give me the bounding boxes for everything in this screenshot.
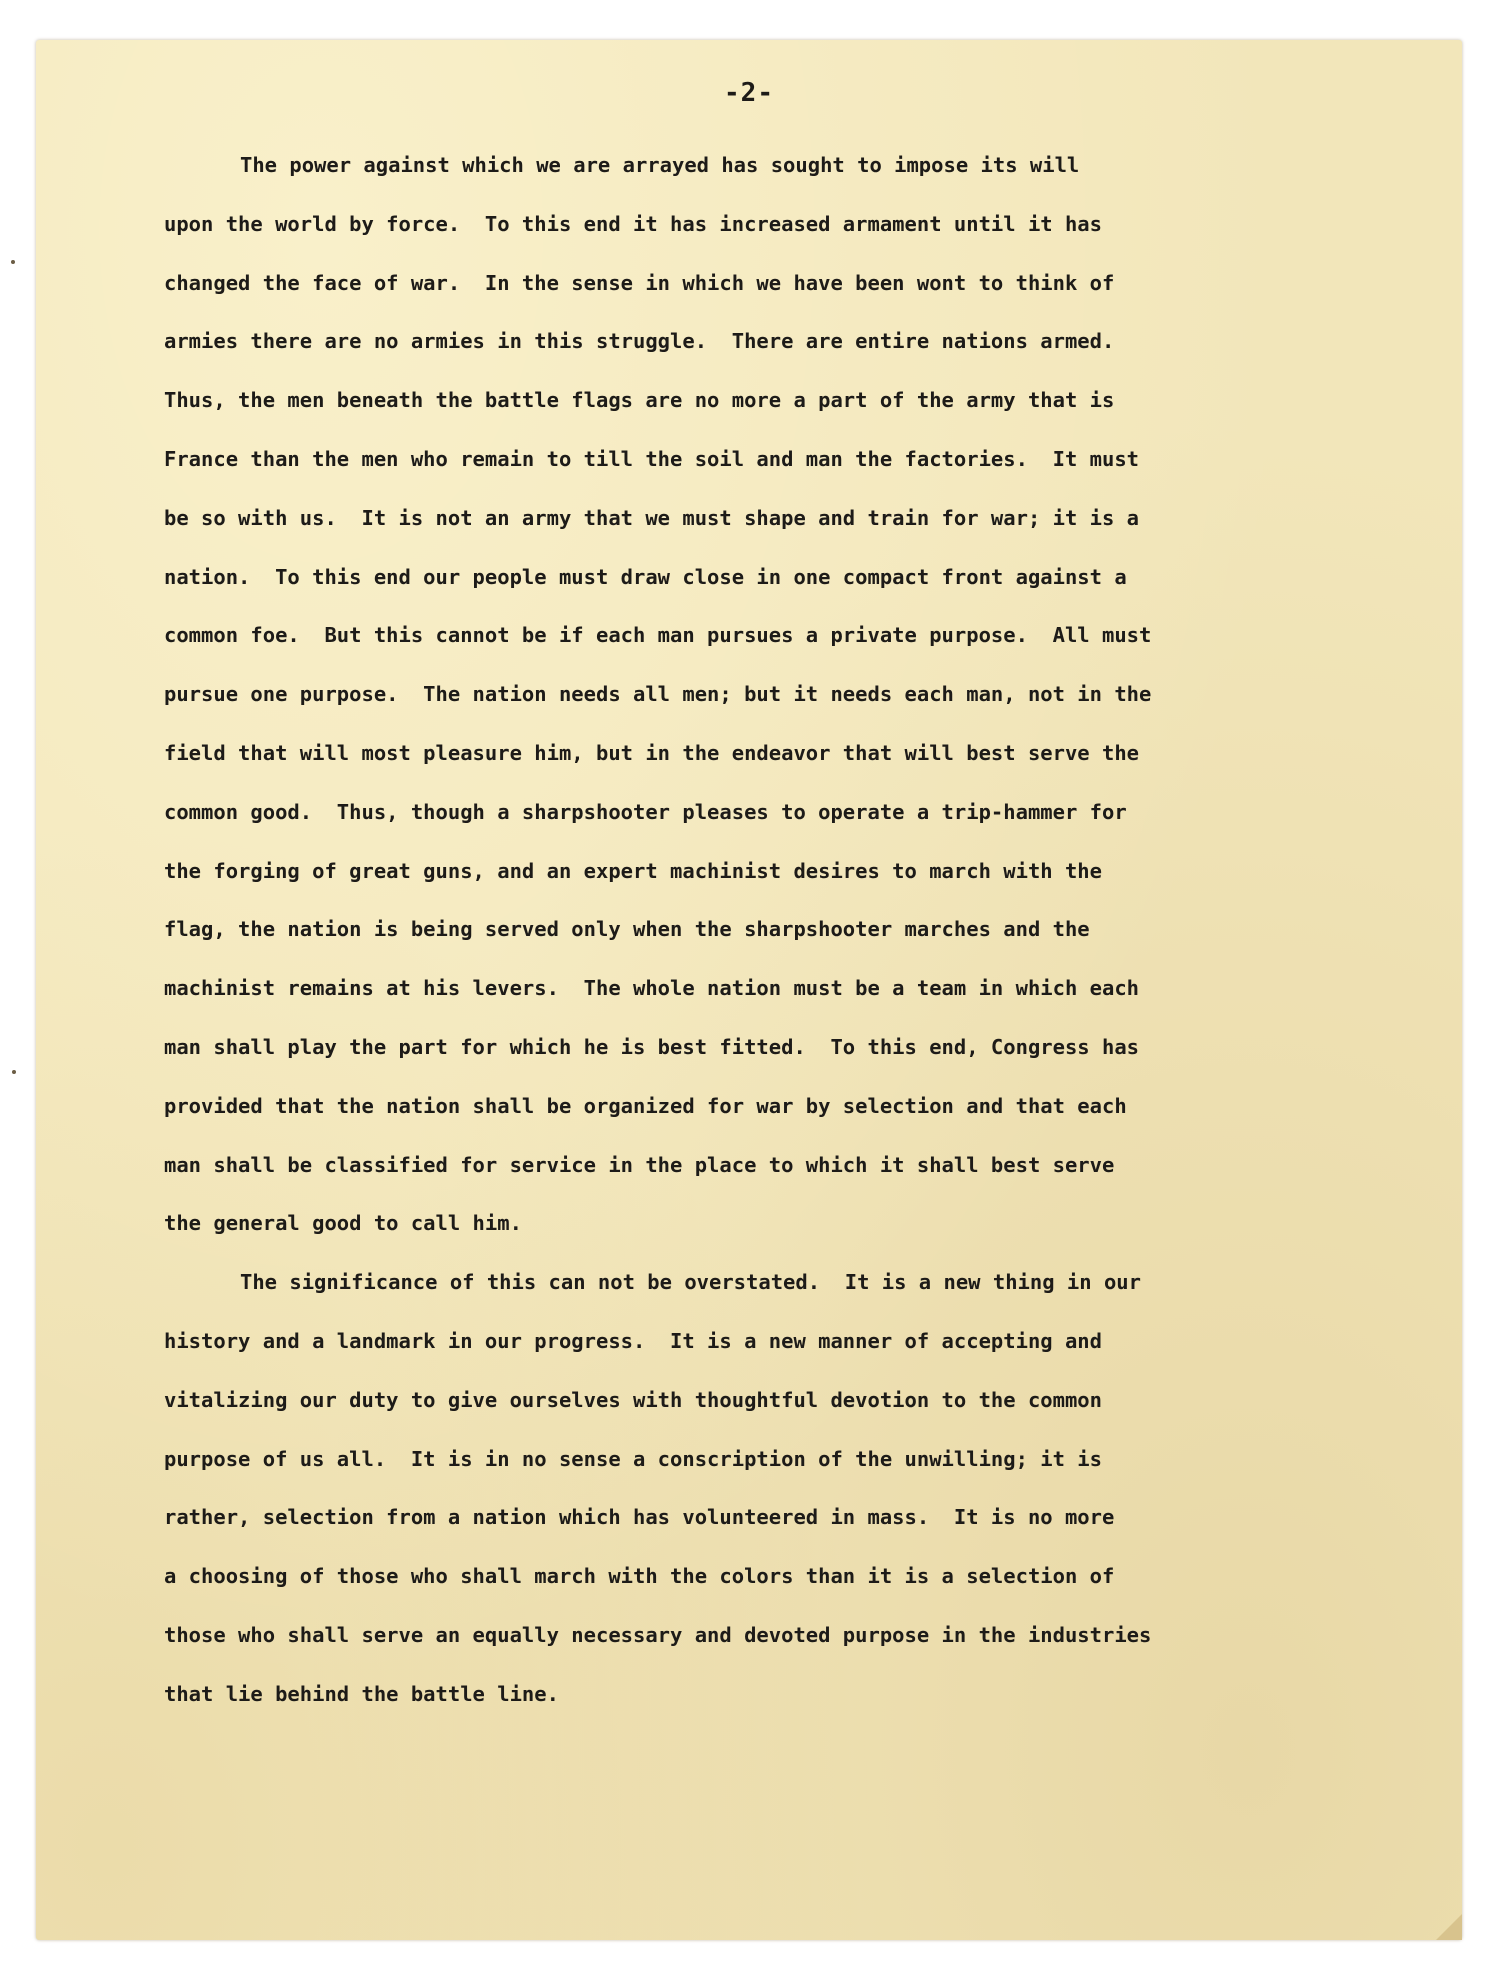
text-line: be so with us. It is not an army that we must shape and train for war; it is a <box>164 505 1140 530</box>
text-line: rather, selection from a nation which has volunteered in mass. It is no more <box>164 1505 1115 1530</box>
text-line: common foe. But this cannot be if each man pursues a private purpose. All must <box>164 623 1152 648</box>
text-line: man shall be classified for service in the place to which it shall best serve <box>164 1152 1115 1177</box>
text-line: field that will most pleasure him, but in the endeavor that will best serve the <box>164 740 1140 765</box>
corner-fold <box>1436 1914 1462 1940</box>
text-line: those who shall serve an equally necessary and devoted purpose in the industries <box>164 1622 1152 1647</box>
text-line: armies there are no armies in this struggle. There are entire nations armed. <box>164 329 1115 354</box>
text-line: the general good to call him. <box>164 1211 522 1236</box>
text-line: that lie behind the battle line. <box>164 1681 559 1706</box>
text-line: The significance of this can not be overstated. It is a new thing in our <box>240 1270 1141 1295</box>
text-line: France than the men who remain to till the soil and man the factories. It must <box>164 446 1140 471</box>
text-line: The power against which we are arrayed has sought to impose its will <box>240 153 1080 177</box>
paper-speck <box>12 1070 16 1074</box>
page-number: -2- <box>724 78 774 108</box>
text-line: flag, the nation is being served only when the sharpshooter marches and the <box>164 917 1090 942</box>
text-line: purpose of us all. It is in no sense a conscription of the unwilling; it is <box>164 1446 1102 1471</box>
text-line: machinist remains at his levers. The whole nation must be a team in which each <box>164 976 1140 1001</box>
text-line: a choosing of those who shall march with the colors than it is a selection of <box>164 1564 1115 1589</box>
text-line: pursue one purpose. The nation needs all men; but it needs each man, not in the <box>164 682 1152 707</box>
text-line: vitalizing our duty to give ourselves with thoughtful devotion to the common <box>164 1387 1102 1412</box>
text-line: provided that the nation shall be organized for war by selection and that each <box>164 1093 1127 1118</box>
paper-speck <box>11 260 15 264</box>
paragraph-2 <box>164 1253 1414 1723</box>
text-line: man shall play the part for which he is best fitted. To this end, Congress has <box>164 1034 1140 1059</box>
text-line: Thus, the men beneath the battle flags are no more a part of the army that is <box>164 388 1115 413</box>
text-line: changed the face of war. In the sense in which we have been wont to think of <box>164 270 1115 295</box>
paragraph-1 <box>164 136 1414 1253</box>
text-line: history and a landmark in our progress. It is a new manner of accepting and <box>164 1328 1102 1353</box>
typewritten-page <box>36 40 1462 1940</box>
text-line: nation. To this end our people must draw close in one compact front against a <box>164 564 1127 589</box>
text-line: upon the world by force. To this end it has increased armament until it has <box>164 211 1102 236</box>
text-line: the forging of great guns, and an expert machinist desires to march with the <box>164 858 1102 883</box>
text-line: common good. Thus, though a sharpshooter pleases to operate a trip-hammer for <box>164 799 1127 824</box>
body-text <box>164 136 1414 1724</box>
